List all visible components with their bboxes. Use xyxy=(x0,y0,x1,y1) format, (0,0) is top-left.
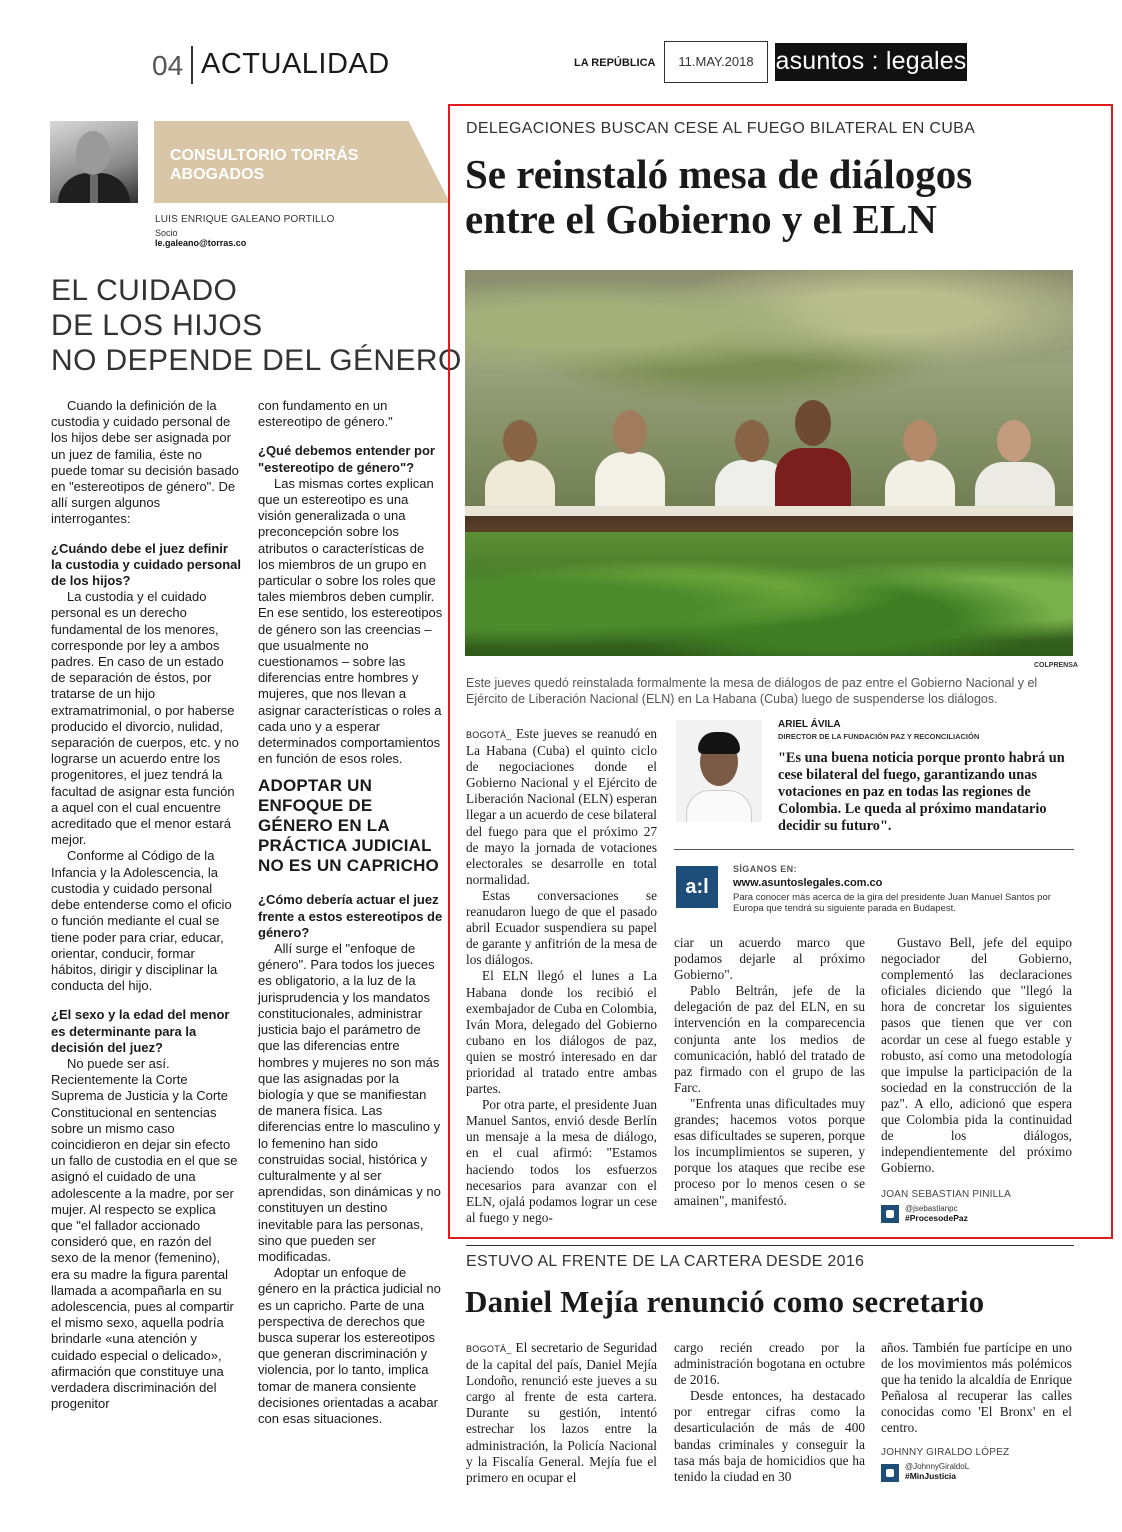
issue-date: 11.MAY.2018 xyxy=(664,41,768,83)
paragraph: Adoptar un enfoque de género en la práctica judicial no es un capricho. Parte de una perspectiva de derechos que busca superar los estereotipos que generan discriminación y violencia, por lo tanto, implica tomar de manera consiente decisiones orientadas a acabar con esas situaciones. xyxy=(258,1265,441,1426)
column-headline xyxy=(51,273,462,378)
article-byline: JOAN SEBASTIAN PINILLA xyxy=(881,1189,1011,1200)
article-headline-line: entre el Gobierno y el ELN xyxy=(465,196,937,242)
paragraph: Conforme al Código de la Infancia y la Adolescencia, la custodia y cuidado personal debe entenderse como el oficio o función mediante el cual se tiene poder para criar, educar, orientar, conducir, formar hábitos, dirigir y disciplinar la conducta del hijo. xyxy=(51,848,232,994)
paragraph: Pablo Beltrán, jefe de la delegación de paz del ELN, en su intervención en la comparecencia conjunta ante los medios de comunicación, habló del tratado de paz firmado con el grupo de las Farc. xyxy=(674,983,865,1095)
second-article-byline: JOHNNY GIRALDO LÓPEZ xyxy=(881,1447,1010,1458)
follow-label: SÍGANOS EN: xyxy=(733,864,797,874)
twitter-icon xyxy=(881,1464,899,1482)
photo-caption: Este jueves quedó reinstalada formalmente la mesa de diálogos de paz entre el Gobierno Nacional y el Ejército de Liberación Nacional (ELN) en La Habana (Cuba) luego de suspenderse los diálogos. xyxy=(466,676,1038,706)
paragraph: Por otra parte, el presidente Juan Manuel Santos, envió desde Berlín un mensaje a la mesa de diálogo, en el cual afirmó: "Estamos haciendo todos los esfuerzos necesarios para avanzar con el ELN, ojalá podamos lograr un cese al fuego y nego- xyxy=(466,1097,657,1225)
article-headline-line: Se reinstaló mesa de diálogos xyxy=(465,151,973,197)
section-title: ACTUALIDAD xyxy=(201,48,390,80)
question-heading: ¿Cómo debería actuar el juez frente a estos estereotipos de género? xyxy=(258,892,443,940)
author-role: Socio xyxy=(155,228,178,238)
paragraph: Gustavo Bell, jefe del equipo negociador del Gobierno, complementó las declaraciones oficiales diciendo que "llegó la hora de concretar los siguientes pasos que tienen que ver con acordar un cese al fuego estable y robusto, así como una metodología que impulse la participación de la sociedad en la construcción de la paz". A ello, adicionó que espera que Colombia pida la continuidad de los diálogos, independientemente del próximo Gobierno. xyxy=(881,935,1072,1176)
pull-quote: "Es una buena noticia porque pronto habrá un cese bilateral del fuego, garantizando unas votaciones en paz en todas las regiones de Colombia. Le queda al próximo mandatario decidir su futuro". xyxy=(778,750,1065,834)
paragraph-text: Este jueves se reanudó en La Habana (Cuba) el quinto ciclo de negociaciones donde el Gobierno Nacional y el Ejército de Liberación Nacional (ELN) esperan llegar a un acuerdo de cese bilateral del fuego para que el próximo 27 de mayo la jornada de votaciones electorales se desarrolle en total normalidad. xyxy=(466,726,657,887)
header-divider xyxy=(191,46,193,84)
paragraph: No puede ser así. Recientemente la Corte Suprema de Justicia y la Corte Constitucional en sentencias sobre un mismo caso coincidieron en dejar sin efecto un fallo de custodia en el que se asignó el cuidado de una adolescente a la madre, por ser mujer. Al respecto se explica que "el fallador accionado consideró que, en razón del sexo de la menor (femenino), era su madre la figura parental llamada a acompañarla en su adolescencia, pues al compartir el mismo sexo, aquella podría brindarle «una atención y cuidado especial o delicado», afirmación que constituye una verdadera discriminación del progenitor xyxy=(51,1055,238,1412)
article-headline xyxy=(465,152,1085,242)
quote-author: ARIEL ÁVILA xyxy=(778,719,841,730)
paragraph: El ELN llegó el lunes a La Habana donde los recibió el exembajador de Cuba en Colombia, Iván Mora, delegado del Gobierno cubano en los diálogos de paz, quien se mostró interesado en dar prioridad al tratado entre ambas partes. xyxy=(466,968,657,1097)
follow-description: Para conocer más acerca de la gira del presidente Juan Manuel Santos por Europa que tendrá su siguiente parada en Budapest. xyxy=(733,892,1051,914)
column-text-2 xyxy=(258,398,444,1427)
article-photo xyxy=(465,270,1073,656)
paragraph: con fundamento en un estereotipo de género." xyxy=(258,398,393,430)
quote-role: DIRECTOR DE LA FUNDACIÓN PAZ Y RECONCILIACIÓN xyxy=(778,732,980,741)
paragraph: cargo recién creado por la administración bogotana en octubre de 2016. xyxy=(674,1340,865,1388)
paragraph: La custodia y el cuidado personal es un derecho fundamental de los menores, corresponde por ley a ambos padres. En caso de un estado de separación de éstos, por tratarse de un hijo extramatrimonial, o por haberse producido el divorcio, nulidad, separación de cuerpos, etc. y no lograrse un acuerdo entre los progenitores, el juez tendrá la facultad de asignar esta función a aquel con el cual encuentre acreditado que el menor estará mejor. xyxy=(51,589,239,848)
subheading: ADOPTAR UN ENFOQUE DE GÉNERO EN LA PRÁCTICA JUDICIAL NO ES UN CAPRICHO xyxy=(258,776,439,876)
quote-photo xyxy=(676,720,762,822)
question-heading: ¿Qué debemos entender por "estereotipo de género"? xyxy=(258,443,435,475)
paragraph: Las mismas cortes explican que un estereotipo es una visión generalizada o una preconcepción sobre los atributos o características de los miembros de un grupo en particular o sobre los roles que tales miembros deben cumplir. En ese sentido, los estereotipos de género son las creencias – que usualmente no cuestionamos – sobre las diferencias entre hombres y mujeres, que nos llevan a asignar características o roles a cada uno y a esperar determinados comportamientos en función de esos roles. xyxy=(258,475,443,767)
article-text-2 xyxy=(674,935,865,1209)
divider xyxy=(466,1245,1074,1246)
second-article-text-1 xyxy=(466,1340,657,1486)
twitter-icon xyxy=(881,1205,899,1223)
photo-credit: COLPRENSA xyxy=(1034,662,1078,669)
paragraph xyxy=(466,1340,657,1486)
hashtag[interactable]: #ProcesodePaz xyxy=(905,1213,968,1223)
second-article-kicker: ESTUVO AL FRENTE DE LA CARTERA DESDE 2016 xyxy=(466,1253,865,1270)
column-headline-line: EL CUIDADO xyxy=(51,274,238,307)
article-text-1 xyxy=(466,726,657,1226)
second-article-text-3 xyxy=(881,1340,1072,1437)
article-kicker: DELEGACIONES BUSCAN CESE AL FUEGO BILATERAL EN CUBA xyxy=(466,120,976,137)
column-banner-title: CONSULTORIO TORRÁS ABOGADOS xyxy=(170,147,359,183)
newspaper-name: LA REPÚBLICA xyxy=(574,57,656,69)
paragraph: ciar un acuerdo marco que podamos dejarle al próximo Gobierno". xyxy=(674,935,865,983)
paragraph: Desde entonces, ha destacado por entregar cifras como la desarticulación de más de 400 bandas criminales y conseguir la tasa más baja de homicidios que ha tenido la ciudad en 30 xyxy=(674,1388,865,1484)
question-heading: ¿El sexo y la edad del menor es determinante para la decisión del juez? xyxy=(51,1007,230,1055)
paragraph xyxy=(466,726,657,888)
paragraph: años. También fue partícipe en uno de los movimientos más polémicos que ha tenido la alcaldía de Enrique Peñalosa al recuperar las calles conocidas como 'El Bronx' en el centro. xyxy=(881,1340,1072,1436)
divider xyxy=(674,849,1074,850)
asuntos-legales-logo-icon: a:l xyxy=(676,866,718,908)
dateline: BOGOTÁ_ xyxy=(466,1344,512,1354)
paragraph-text: El secretario de Seguridad de la capital del país, Daniel Mejía Londoño, renunció este jueves a su cargo al frente de esta cartera. Durante su gestión, intentó estrechar los lazos entre la administración, la Policía Nacional y la Fiscalía General. Mejía fue el primero en ocupar el xyxy=(466,1340,657,1485)
twitter-handle[interactable]: @jsebastianpc xyxy=(905,1204,958,1213)
column-text-1 xyxy=(51,398,241,1412)
author-photo xyxy=(50,121,138,203)
brand-logo: asuntos : legales xyxy=(775,43,967,81)
second-article-text-2 xyxy=(674,1340,865,1485)
author-email[interactable]: le.galeano@torras.co xyxy=(155,238,247,248)
page-number: 04 xyxy=(152,50,184,81)
paragraph: Estas conversaciones se reanudaron luego de que el pasado abril Ecuador suspendiera su papel de garante y anfitrión de la mesa de los diálogos. xyxy=(466,887,657,968)
dateline: BOGOTÁ_ xyxy=(466,730,512,740)
question-heading: ¿Cuándo debe el juez definir la custodia y cuidado personal de los hijos? xyxy=(51,540,241,589)
paragraph: Cuando la definición de la custodia y cuidado personal de los hijos debe ser asignada por un juez de familia, éste no puede tomar su decisión basado en "estereotipos de género". De allí surgen algunos interrogantes: xyxy=(51,398,239,527)
author-name: LUIS ENRIQUE GALEANO PORTILLO xyxy=(155,214,335,225)
second-article-headline: Daniel Mejía renunció como secretario xyxy=(465,1284,985,1319)
column-headline-line: NO DEPENDE DEL GÉNERO xyxy=(51,344,462,377)
column-headline-line: DE LOS HIJOS xyxy=(51,309,263,342)
paragraph: "Enfrenta unas dificultades muy grandes; hacemos votos porque esas dificultades se superen, porque los incumplimientos se superen, y porque los ataques que recibe ese proceso por lo menos cesen o se amainen", manifestó. xyxy=(674,1095,865,1208)
hashtag[interactable]: #MinJusticia xyxy=(905,1471,957,1481)
website-link[interactable]: www.asuntoslegales.com.co xyxy=(733,877,883,889)
twitter-handle[interactable]: @JohnnyGiraldoL xyxy=(905,1462,970,1471)
paragraph: Allí surge el "enfoque de género". Para todos los jueces es obligatorio, a la luz de la jurisprudencia y los mandatos constitucionales, administrar justicia bajo el parámetro de que las diferencias entre hombres y mujeres no son más que las asignadas por la biología y que se manifiestan de manera física. Las diferencias entre lo masculino y lo femenino han sido construidas social, histórica y culturalmente y al ser aprendidas, son dinámicas y no constituyen un destino inevitable para las personas, sino que pueden ser modificadas. xyxy=(258,941,441,1264)
article-text-3 xyxy=(881,935,1072,1176)
